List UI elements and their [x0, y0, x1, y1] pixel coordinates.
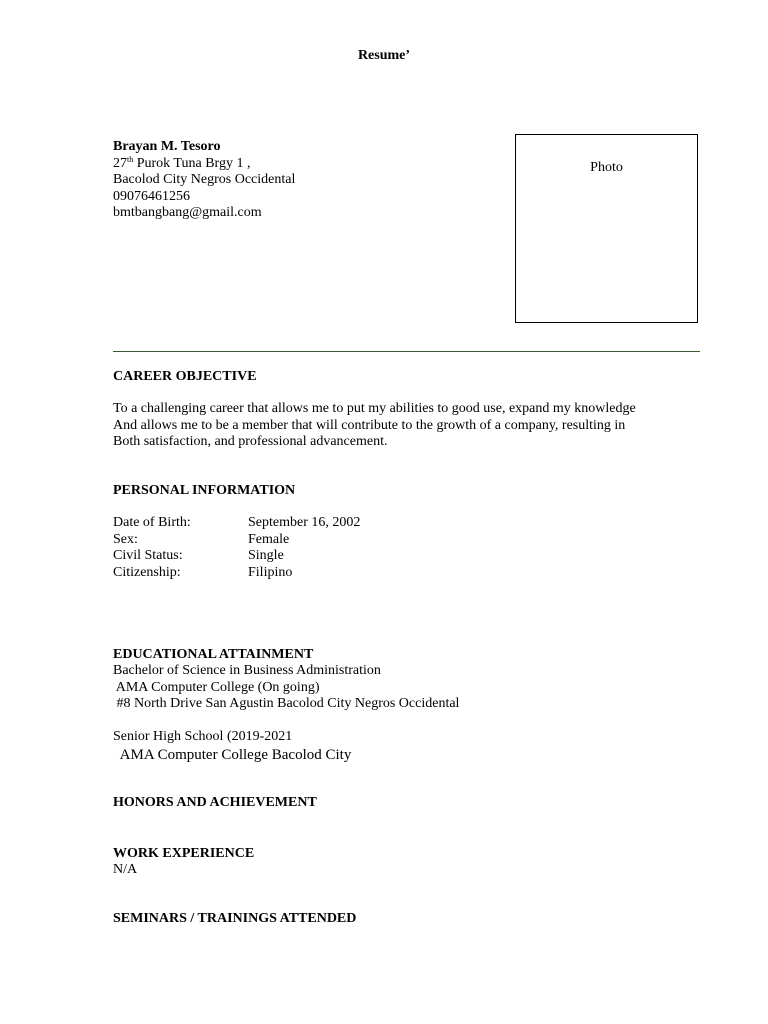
personal-information-heading: PERSONAL INFORMATION	[113, 483, 296, 498]
address-line-2: Bacolod City Negros Occidental	[113, 172, 296, 187]
college-entry	[113, 663, 459, 713]
college-school: AMA Computer College (On going)	[113, 679, 320, 695]
photo-label: Photo	[590, 160, 623, 175]
address-ordinal-suffix: th	[127, 154, 134, 164]
info-label: Civil Status:	[113, 548, 183, 563]
college-degree: Bachelor of Science in Business Administration	[113, 663, 381, 678]
info-value: Female	[248, 531, 290, 547]
career-objective-text	[113, 401, 636, 451]
objective-line: And allows me to be a member that will contribute to the growth of a company, resulting in	[113, 417, 626, 433]
college-address: #8 North Drive San Agustin Bacolod City Negros Occidental	[113, 696, 460, 711]
info-row-civil-status	[113, 548, 360, 565]
info-value: September 16, 2002	[248, 515, 361, 530]
contact-block	[113, 139, 295, 222]
address-street: Purok Tuna Brgy 1 ,	[133, 155, 251, 171]
personal-information-table	[113, 515, 360, 581]
section-divider	[113, 351, 700, 352]
info-row-birth-date	[113, 515, 360, 532]
senior-high-level: Senior High School (2019-2021	[113, 729, 293, 744]
info-value: Filipino	[248, 564, 293, 580]
address-number: 27	[113, 155, 127, 171]
info-label: Sex:	[113, 531, 138, 547]
info-row-citizenship	[113, 565, 360, 582]
objective-line: To a challenging career that allows me to put my abilities to good use, expand my knowledge	[113, 401, 636, 416]
photo-placeholder	[515, 134, 698, 323]
work-experience-heading: WORK EXPERIENCE	[113, 846, 255, 861]
senior-high-school: AMA Computer College Bacolod City	[113, 746, 352, 763]
work-experience-value: N/A	[113, 862, 138, 877]
info-label: Date of Birth:	[113, 515, 191, 530]
applicant-name: Brayan M. Tesoro	[113, 139, 221, 154]
info-row-sex	[113, 532, 360, 549]
honors-heading: HONORS AND ACHIEVEMENT	[113, 795, 317, 810]
info-value: Single	[248, 548, 284, 563]
objective-line: Both satisfaction, and professional advancement.	[113, 434, 388, 449]
email-address: bmtbangbang@gmail.com	[113, 205, 262, 220]
phone-number: 09076461256	[113, 188, 190, 204]
info-label: Citizenship:	[113, 564, 181, 580]
seminars-heading: SEMINARS / TRAININGS ATTENDED	[113, 911, 357, 926]
educational-attainment-heading: EDUCATIONAL ATTAINMENT	[113, 647, 314, 662]
address-line-1	[113, 156, 295, 173]
career-objective-heading: CAREER OBJECTIVE	[113, 369, 257, 384]
document-title: Resume’	[357, 48, 411, 63]
senior-high-entry	[113, 729, 351, 764]
